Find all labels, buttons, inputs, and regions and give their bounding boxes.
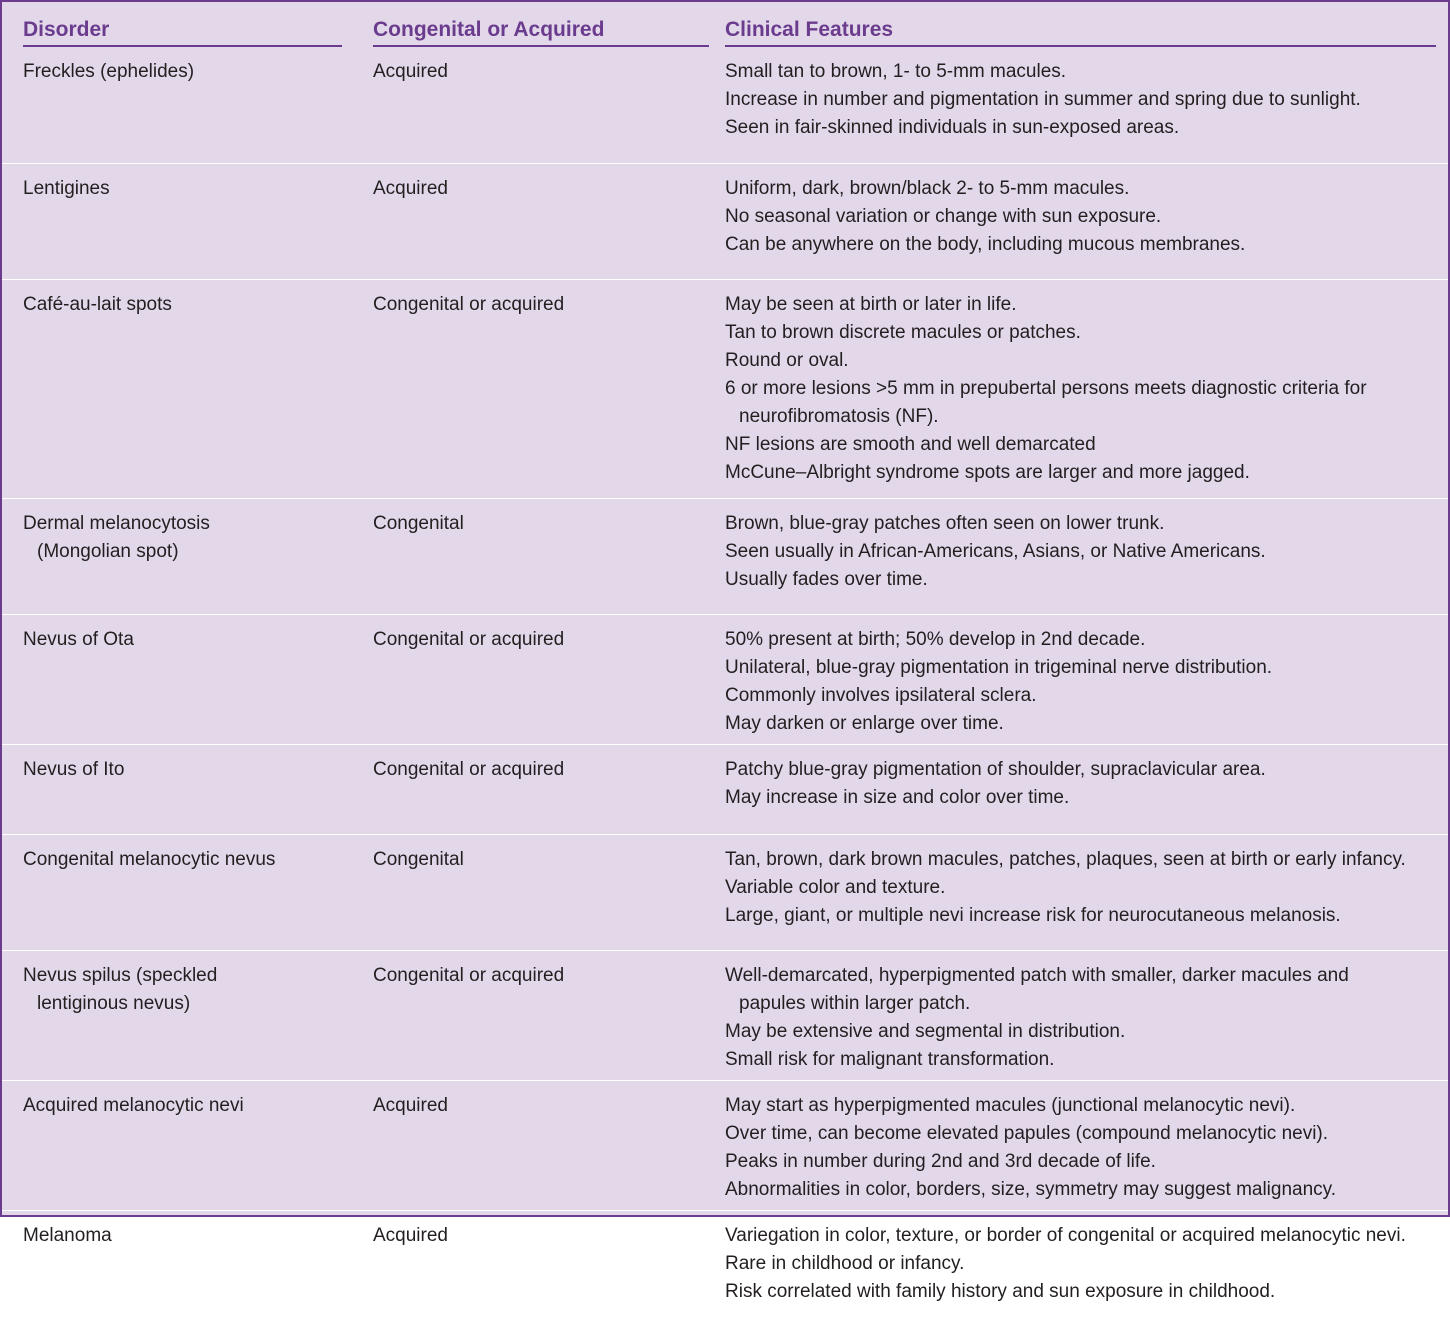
- clinical-feature: Small risk for malignant transformation.: [725, 1048, 1055, 1070]
- clinical-feature: Variegation in color, texture, or border of congenital or acquired melanocytic nevi.: [725, 1224, 1406, 1246]
- features-cell: [725, 950, 1448, 1080]
- onset-type: Congenital: [373, 848, 464, 870]
- features-cell: [725, 279, 1448, 498]
- table-row: [2, 279, 1448, 498]
- features-cell: [725, 1210, 1448, 1332]
- clinical-feature: Patchy blue-gray pigmentation of shoulder, supraclavicular area.: [725, 758, 1266, 780]
- onset-type: Acquired: [373, 177, 448, 199]
- clinical-feature: Seen usually in African-Americans, Asians, or Native Americans.: [725, 540, 1266, 562]
- disorder-name: (Mongolian spot): [37, 540, 179, 562]
- clinical-feature: May be seen at birth or later in life.: [725, 293, 1017, 315]
- clinical-feature: Can be anywhere on the body, including mucous membranes.: [725, 233, 1246, 255]
- disorder-name: Lentigines: [23, 177, 110, 199]
- onset-cell: [373, 614, 725, 744]
- onset-type: Acquired: [373, 1224, 448, 1246]
- table-row: [2, 163, 1448, 279]
- table-row: [2, 950, 1448, 1080]
- disorder-name: Acquired melanocytic nevi: [23, 1094, 244, 1116]
- clinical-feature: May be extensive and segmental in distribution.: [725, 1020, 1126, 1042]
- disorder-cell: [2, 498, 373, 614]
- onset-type: Acquired: [373, 1094, 448, 1116]
- clinical-feature: Tan, brown, dark brown macules, patches, plaques, seen at birth or early infancy.: [725, 848, 1406, 870]
- table-row: [2, 498, 1448, 614]
- table-row: [2, 1080, 1448, 1210]
- clinical-feature: NF lesions are smooth and well demarcated: [725, 433, 1096, 455]
- clinical-feature: Large, giant, or multiple nevi increase risk for neurocutaneous melanosis.: [725, 904, 1341, 926]
- features-cell: [725, 163, 1448, 279]
- disorder-cell: [2, 279, 373, 498]
- disorder-name: Café-au-lait spots: [23, 293, 172, 315]
- table-body: [2, 47, 1448, 1332]
- features-cell: [725, 834, 1448, 950]
- onset-cell: [373, 498, 725, 614]
- clinical-feature: Over time, can become elevated papules (compound melanocytic nevi).: [725, 1122, 1329, 1144]
- disorder-name: Nevus spilus (speckled: [23, 964, 218, 986]
- onset-type: Acquired: [373, 61, 448, 82]
- clinical-feature: Unilateral, blue-gray pigmentation in trigeminal nerve distribution.: [725, 656, 1273, 678]
- onset-cell: [373, 834, 725, 950]
- disorder-name: Freckles (ephelides): [23, 61, 195, 82]
- clinical-feature: Seen in fair-skinned individuals in sun-exposed areas.: [725, 117, 1180, 138]
- clinical-feature: Commonly involves ipsilateral sclera.: [725, 684, 1037, 706]
- onset-cell: [373, 1080, 725, 1210]
- onset-cell: [373, 163, 725, 279]
- table-row: [2, 47, 1448, 163]
- features-cell: [725, 47, 1448, 163]
- clinical-feature: Increase in number and pigmentation in summer and spring due to sunlight.: [725, 89, 1361, 110]
- header-clinical-features: Clinical Features: [725, 18, 894, 41]
- clinical-feature: Brown, blue-gray patches often seen on lower trunk.: [725, 512, 1165, 534]
- header-congenital-or-acquired: Congenital or Acquired: [373, 18, 605, 41]
- features-cell: [725, 614, 1448, 744]
- disorder-name: Nevus of Ito: [23, 758, 125, 780]
- clinical-feature: Variable color and texture.: [725, 876, 946, 898]
- table-row: [2, 744, 1448, 834]
- header-disorder: Disorder: [23, 18, 110, 41]
- onset-cell: [373, 279, 725, 498]
- clinical-feature: Small tan to brown, 1- to 5-mm macules.: [725, 61, 1067, 82]
- clinical-feature: 50% present at birth; 50% develop in 2nd decade.: [725, 628, 1146, 650]
- clinical-feature: May increase in size and color over time.: [725, 786, 1070, 808]
- features-cell: [725, 1080, 1448, 1210]
- table-header: [2, 2, 1448, 45]
- clinical-feature: May start as hyperpigmented macules (junctional melanocytic nevi).: [725, 1094, 1296, 1116]
- onset-cell: [373, 47, 725, 163]
- disorder-name: Melanoma: [23, 1224, 112, 1246]
- onset-type: Congenital or acquired: [373, 628, 565, 650]
- onset-cell: [373, 950, 725, 1080]
- disorder-name: Nevus of Ota: [23, 628, 134, 650]
- onset-type: Congenital or acquired: [373, 293, 565, 315]
- disorder-cell: [2, 614, 373, 744]
- disorder-name: Congenital melanocytic nevus: [23, 848, 276, 870]
- clinical-feature: Well-demarcated, hyperpigmented patch with smaller, darker macules and: [725, 964, 1349, 986]
- table-row: [2, 614, 1448, 744]
- clinical-feature: McCune–Albright syndrome spots are larger and more jagged.: [725, 461, 1250, 483]
- onset-cell: [373, 1210, 725, 1332]
- onset-cell: [373, 744, 725, 834]
- clinical-feature: neurofibromatosis (NF).: [739, 405, 939, 427]
- onset-type: Congenital or acquired: [373, 964, 565, 986]
- disorder-cell: [2, 47, 373, 163]
- disorder-cell: [2, 744, 373, 834]
- disorder-name: Dermal melanocytosis: [23, 512, 210, 534]
- clinical-feature: papules within larger patch.: [739, 992, 971, 1014]
- onset-type: Congenital or acquired: [373, 758, 565, 780]
- disorder-cell: [2, 834, 373, 950]
- clinical-feature: Peaks in number during 2nd and 3rd decade of life.: [725, 1150, 1156, 1172]
- disorder-name: lentiginous nevus): [37, 992, 191, 1014]
- clinical-feature: Tan to brown discrete macules or patches.: [725, 321, 1081, 343]
- table-row: [2, 1210, 1448, 1332]
- clinical-feature: Uniform, dark, brown/black 2- to 5-mm macules.: [725, 177, 1130, 199]
- clinical-feature: No seasonal variation or change with sun exposure.: [725, 205, 1162, 227]
- disorder-cell: [2, 950, 373, 1080]
- features-cell: [725, 498, 1448, 614]
- features-cell: [725, 744, 1448, 834]
- clinical-feature: Risk correlated with family history and sun exposure in childhood.: [725, 1280, 1276, 1302]
- clinical-feature: Usually fades over time.: [725, 568, 928, 590]
- disorder-cell: [2, 163, 373, 279]
- onset-type: Congenital: [373, 512, 464, 534]
- table-row: [2, 834, 1448, 950]
- clinical-feature: May darken or enlarge over time.: [725, 712, 1004, 734]
- clinical-feature: 6 or more lesions >5 mm in prepubertal persons meets diagnostic criteria for: [725, 377, 1367, 399]
- disorder-cell: [2, 1210, 373, 1332]
- clinical-feature: Rare in childhood or infancy.: [725, 1252, 965, 1274]
- clinical-feature: Abnormalities in color, borders, size, symmetry may suggest malignancy.: [725, 1178, 1337, 1200]
- disorder-cell: [2, 1080, 373, 1210]
- clinical-feature: Round or oval.: [725, 349, 849, 371]
